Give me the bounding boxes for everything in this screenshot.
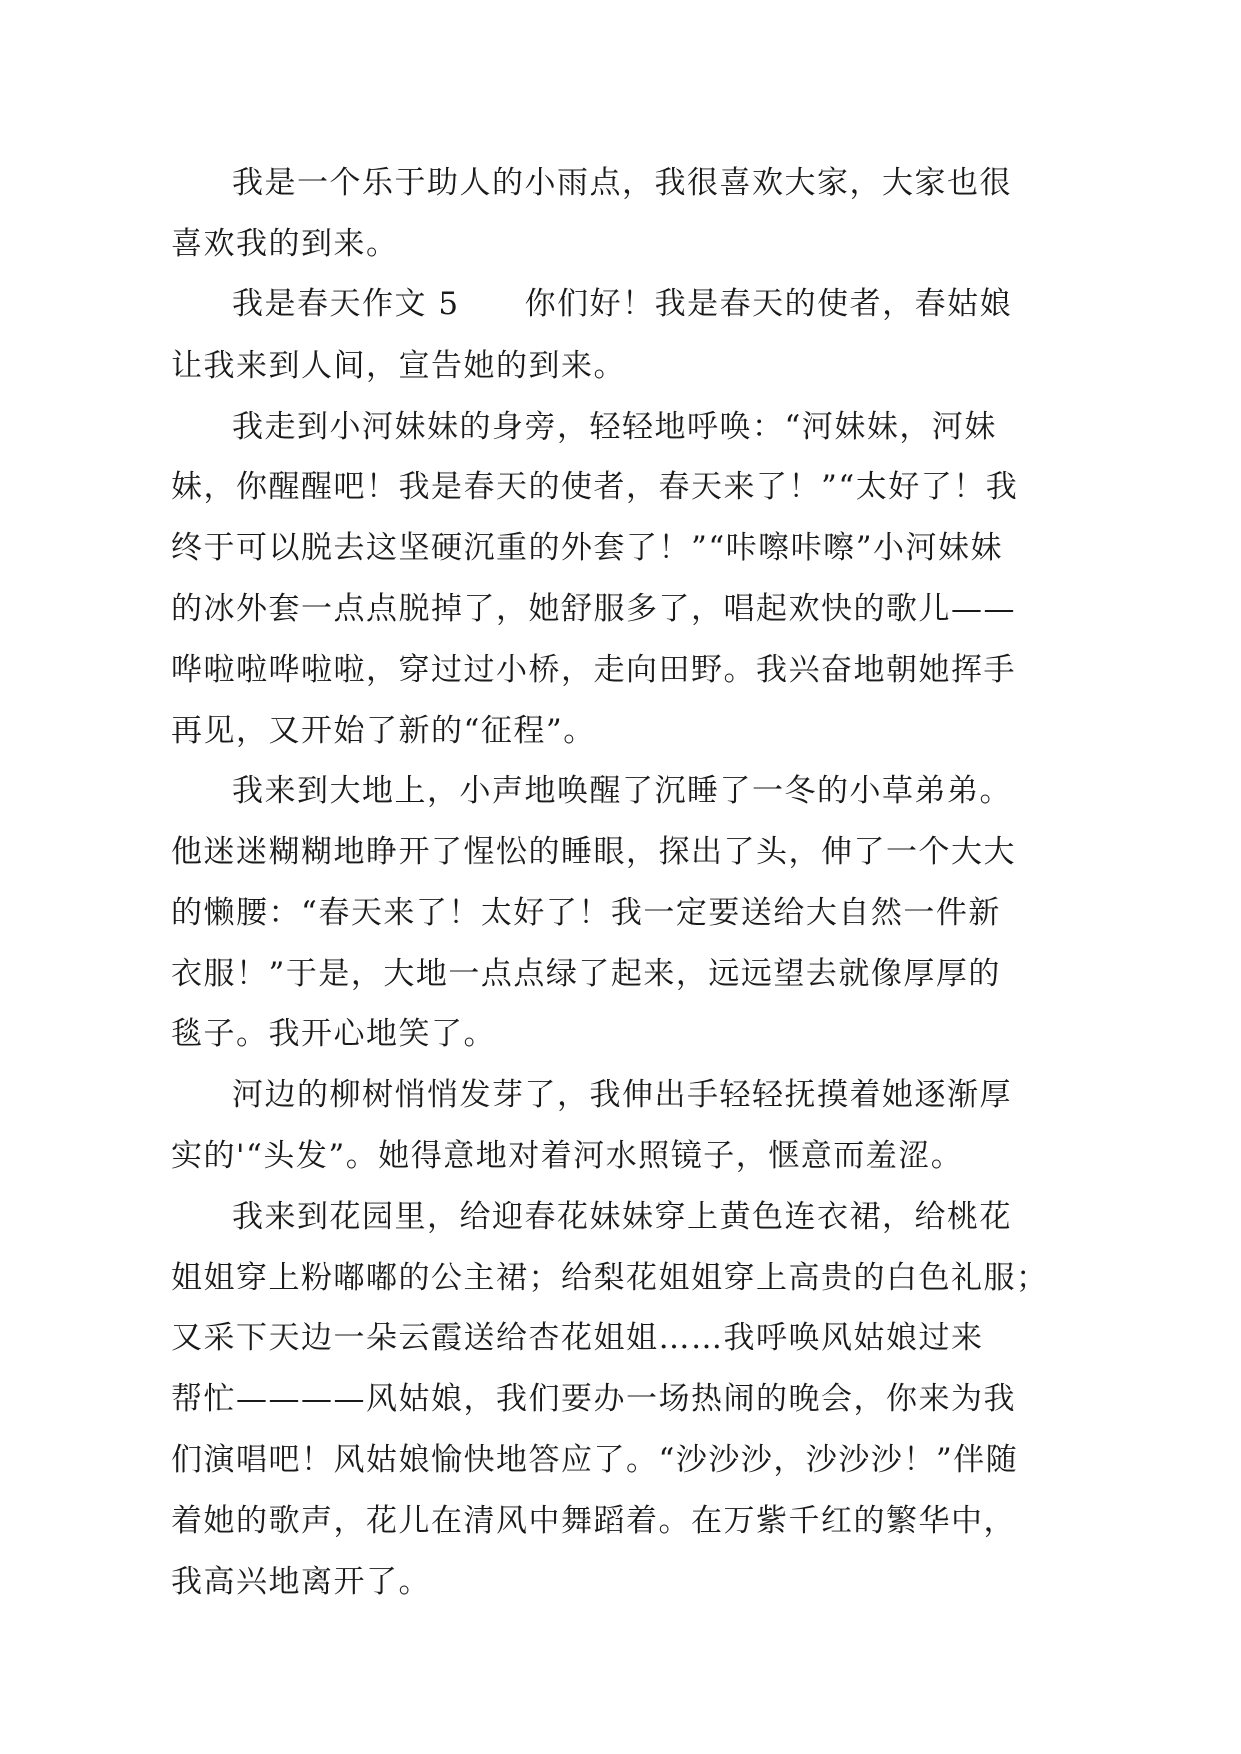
text-line: 帮忙————风姑娘，我们要办一场热闹的晚会，你来为我 (171, 1381, 1016, 1417)
text-line: 衣服！”于是，大地一点点绿了起来，远远望去就像厚厚的 (171, 956, 1001, 992)
text-line: 让我来到人间，宣告她的到来。 (171, 348, 626, 384)
text-line: 我来到花园里，给迎春花妹妹穿上黄色连衣裙，给桃花 (232, 1199, 1012, 1235)
text-line: 终于可以脱去这坚硬沉重的外套了！”“咔嚓咔嚓”小河妹妹 (171, 530, 1004, 566)
text-line: 我走到小河妹妹的身旁，轻轻地呼唤：“河妹妹，河妹 (232, 409, 997, 445)
text-line: 再见，又开始了新的“征程”。 (171, 713, 596, 749)
text-line: 们演唱吧！风姑娘愉快地答应了。“沙沙沙，沙沙沙！”伴随 (171, 1442, 1019, 1478)
text-line: 妹，你醒醒吧！我是春天的使者，春天来了！”“太好了！我 (171, 469, 1019, 505)
text-line: 我是一个乐于助人的小雨点，我很喜欢大家，大家也很 (232, 165, 1012, 201)
text-line: 哗啦啦哗啦啦，穿过过小桥，走向田野。我兴奋地朝她挥手 (171, 652, 1016, 688)
text-line: 又采下天边一朵云霞送给杏花姐姐……我呼唤风姑娘过来 (171, 1320, 984, 1356)
text-line: 着她的歌声，花儿在清风中舞蹈着。在万紫千红的繁华中， (171, 1503, 1016, 1539)
text-line: 喜欢我的到来。 (171, 226, 399, 262)
text-line: 我高兴地离开了。 (171, 1564, 431, 1600)
text-line: 毯子。我开心地笑了。 (171, 1016, 496, 1052)
text-line: 实的'“头发”。她得意地对着河水照镜子，惬意而羞涩。 (171, 1138, 964, 1174)
text-line: 河边的柳树悄悄发芽了，我伸出手轻轻抚摸着她逐渐厚 (232, 1077, 1012, 1113)
text-line: 的懒腰：“春天来了！太好了！我一定要送给大自然一件新 (171, 895, 1001, 931)
text-line: 的冰外套一点点脱掉了，她舒服多了，唱起欢快的歌儿—— (171, 591, 1016, 627)
text-line: 姐姐穿上粉嘟嘟的公主裙；给梨花姐姐穿上高贵的白色礼服； (171, 1260, 1049, 1296)
text-line: 我是春天作文 5 你们好！我是春天的使者，春姑娘 (232, 286, 1013, 322)
text-line: 我来到大地上，小声地唤醒了沉睡了一冬的小草弟弟。 (232, 773, 1012, 809)
text-line: 他迷迷糊糊地睁开了惺忪的睡眼，探出了头，伸了一个大大 (171, 834, 1016, 870)
